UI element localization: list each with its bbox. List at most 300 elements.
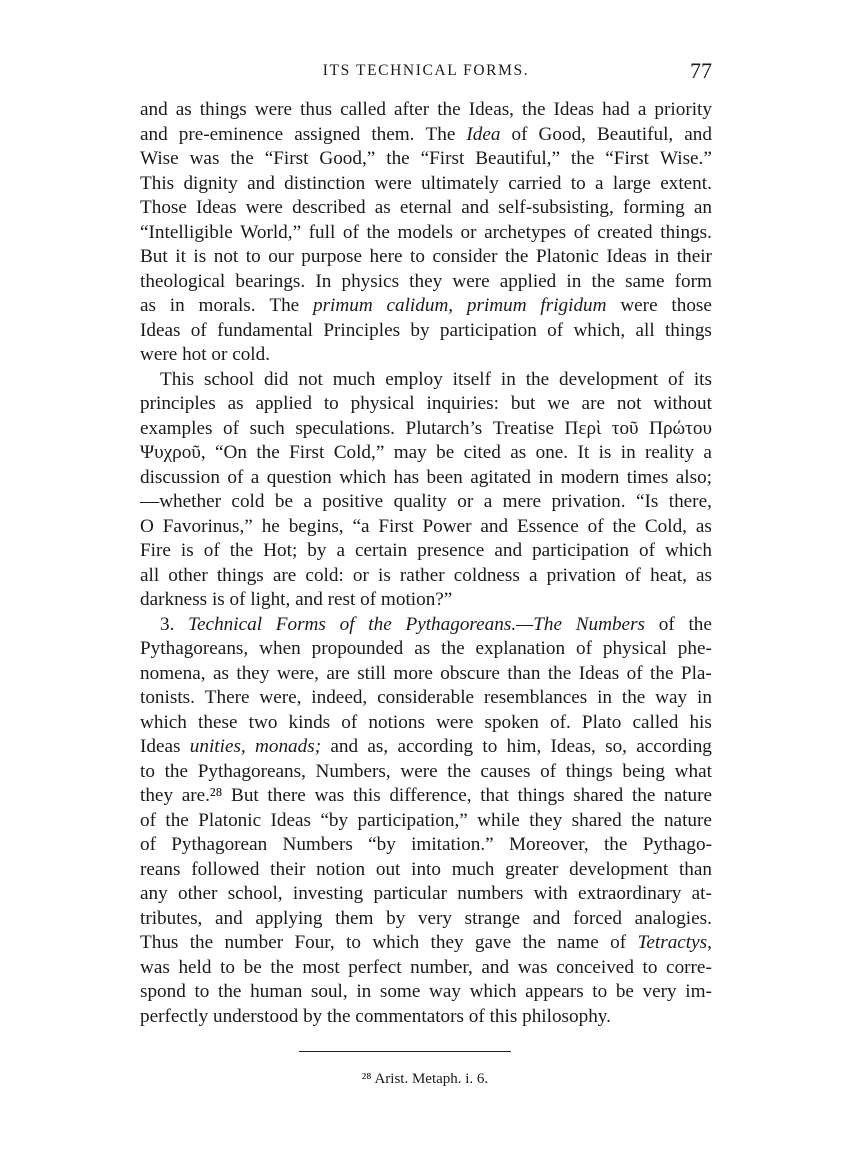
word: has [393, 466, 420, 488]
word: tonists. [140, 687, 195, 708]
word: inquiries: [426, 393, 499, 414]
word: or [211, 344, 228, 365]
word: propounded [311, 638, 404, 659]
text-line [140, 931, 712, 956]
word: called [632, 711, 679, 733]
text-line [140, 343, 712, 368]
text-line [140, 466, 712, 491]
word: things [517, 785, 565, 806]
word: when [259, 638, 301, 659]
word: Ideas [140, 319, 181, 341]
text-line [140, 490, 712, 515]
word: an [693, 197, 712, 218]
word: dignity [183, 172, 238, 194]
word: Power [422, 515, 472, 537]
word: “Intelligible [140, 221, 233, 243]
word: gave [474, 932, 512, 953]
word: were, [276, 662, 319, 684]
word: of [626, 662, 643, 684]
word: theological [140, 270, 226, 292]
text-line [140, 858, 712, 883]
word: cited [463, 442, 501, 463]
word: of [339, 613, 355, 635]
word: and [494, 540, 523, 561]
text-line [140, 441, 712, 466]
word: spoken [484, 711, 539, 733]
word: forming [622, 197, 685, 218]
word: —whether [140, 491, 221, 512]
word: the [447, 760, 471, 782]
word: considerable [377, 687, 475, 708]
word: is [211, 589, 225, 610]
word: the [218, 981, 242, 1002]
word: “On [215, 442, 247, 463]
word: was [140, 956, 170, 978]
word: was [189, 148, 220, 169]
word: frigidum [540, 295, 607, 316]
word: distinction [284, 172, 366, 194]
text-line [140, 368, 712, 393]
word: had [602, 99, 630, 120]
word: much [451, 858, 495, 880]
page-number: 77 [690, 58, 712, 83]
word: obscure [440, 662, 500, 684]
word: as [227, 393, 244, 414]
word: causes [480, 760, 531, 782]
word: Wise [140, 148, 179, 169]
word: the [256, 442, 280, 463]
word: privation [546, 564, 616, 586]
word: Numbers [282, 834, 353, 855]
word: physical [350, 393, 415, 414]
word: positive [322, 491, 384, 512]
word: those [671, 295, 712, 316]
word: Ideas [606, 246, 647, 267]
word: in [566, 270, 582, 292]
word: ultimately [421, 172, 499, 194]
word: form [674, 270, 712, 292]
word: are [272, 564, 297, 586]
word: but [510, 393, 536, 414]
word: consider [432, 246, 498, 267]
word: Plato [581, 711, 622, 733]
text-line [140, 637, 712, 662]
running-title: ITS TECHNICAL FORMS. [322, 62, 530, 79]
word: monads; [255, 736, 322, 757]
word: conceived [556, 956, 634, 978]
word: is [180, 540, 194, 561]
word: things [664, 319, 712, 341]
text-line [140, 588, 712, 613]
word: thus [300, 99, 333, 120]
word: of [547, 319, 564, 341]
word: Wise.” [659, 148, 712, 169]
word: the [189, 932, 214, 953]
word: notion [316, 858, 366, 880]
word: be [436, 442, 455, 463]
word: them. [371, 123, 415, 145]
word: heat, [650, 564, 687, 586]
word: of [229, 589, 246, 610]
word: are [581, 393, 605, 414]
word: we [547, 393, 570, 414]
text-line [140, 245, 712, 270]
word: in [538, 466, 554, 488]
word: the [165, 809, 189, 831]
word: also; [675, 466, 712, 488]
word: fundamental [217, 319, 313, 341]
word: investing [292, 883, 364, 904]
word: primum [466, 295, 527, 316]
word: of [667, 368, 684, 390]
word: did [263, 368, 289, 390]
word: and [481, 956, 510, 978]
word: a [703, 442, 712, 463]
word: were [452, 270, 490, 292]
word: of [625, 564, 641, 586]
word: school, [227, 883, 283, 904]
word: here [369, 246, 403, 267]
word: they [529, 809, 563, 831]
word: in [169, 295, 185, 316]
word: while [477, 809, 520, 831]
word: full [308, 221, 336, 243]
word: Numbers [575, 613, 646, 635]
word: of [140, 809, 156, 831]
word: there [267, 785, 306, 806]
word: 3. [160, 613, 175, 635]
word: to [482, 736, 498, 757]
word: more [393, 662, 433, 684]
word: hot [182, 344, 207, 365]
word: in [654, 246, 670, 267]
word: to [346, 932, 361, 953]
word: be [615, 981, 634, 1002]
word: with [533, 883, 568, 904]
word: light, [250, 589, 291, 610]
word: and [140, 99, 168, 120]
word: the [621, 687, 646, 708]
word: which [665, 540, 712, 561]
word: Πρώτου [649, 417, 712, 439]
word: Hot; [263, 540, 298, 561]
text-line [140, 270, 712, 295]
word: these [198, 711, 238, 733]
word: im- [685, 981, 712, 1002]
word: rather [399, 564, 445, 586]
word: the [505, 246, 529, 267]
word: Ideas [553, 99, 595, 120]
text-line [140, 172, 712, 197]
word: out [375, 858, 401, 880]
word: according [397, 736, 474, 757]
word: In [315, 270, 332, 292]
word: was [314, 785, 345, 806]
word: bearings. [235, 270, 306, 292]
word: begins, [288, 515, 344, 537]
text-line [140, 784, 712, 809]
word: participation,” [357, 809, 468, 831]
word: physics [341, 270, 400, 292]
word: as [414, 638, 431, 659]
word: be [243, 956, 262, 978]
word: to [194, 981, 210, 1002]
text-line [140, 147, 712, 172]
word: held [178, 956, 212, 978]
word: as [212, 662, 229, 684]
word: as, [367, 736, 389, 757]
word: to [140, 760, 155, 782]
word: they [430, 932, 464, 953]
word: a [336, 540, 346, 561]
word: assigned [294, 123, 361, 145]
word: the [164, 760, 189, 782]
word: Thus [140, 932, 179, 953]
word: in [597, 687, 613, 708]
word: of [190, 319, 207, 341]
word: and [247, 172, 275, 194]
word: kinds [288, 711, 331, 733]
word: pre-eminence [178, 123, 284, 145]
word: their [270, 858, 306, 880]
word: very [642, 981, 677, 1002]
word: some [379, 981, 421, 1002]
word: Favorinus,” [162, 515, 253, 537]
word: a [483, 491, 493, 512]
text-line [140, 98, 712, 123]
word: commentators [355, 1005, 464, 1027]
word: which [469, 981, 517, 1002]
word: resemblances [483, 687, 588, 708]
word: Ideas [140, 736, 181, 757]
word: things [199, 99, 247, 120]
word: nature [664, 785, 712, 806]
word: cold: [305, 564, 344, 586]
word: he [261, 515, 280, 537]
word: of [342, 221, 359, 243]
word: It [577, 442, 590, 463]
word: so, [605, 736, 627, 757]
text-line [140, 1005, 712, 1030]
word: calidum, [386, 295, 454, 316]
word: two [248, 711, 278, 733]
word: that [480, 785, 509, 806]
word: the [525, 368, 550, 390]
word: discussion [140, 466, 220, 488]
word: Fire [140, 540, 171, 561]
word: perfect [348, 956, 402, 978]
word: τοῦ [611, 417, 639, 439]
word: modern [560, 466, 620, 488]
word: to [245, 246, 261, 267]
word: in [696, 687, 712, 708]
word: Pythagoreans, [197, 760, 306, 782]
word: the [366, 221, 390, 243]
word: examples [140, 417, 213, 439]
text-line [140, 294, 712, 319]
word: to [323, 393, 339, 414]
word: large [612, 172, 651, 194]
word: rest [327, 589, 356, 610]
word: human [250, 981, 303, 1002]
word: our [268, 246, 294, 267]
word: of [658, 613, 675, 635]
word: same [625, 270, 665, 292]
word: according [636, 736, 712, 757]
word: the [650, 662, 674, 684]
text-line [140, 221, 712, 246]
word: and [461, 197, 489, 218]
word: of [360, 589, 377, 610]
word: in [356, 981, 372, 1002]
word: forced [573, 907, 623, 929]
word: not [213, 246, 239, 267]
word: mere [502, 491, 542, 512]
word: cold [231, 491, 265, 512]
word: in [500, 368, 516, 390]
word: reans [140, 858, 181, 880]
word: World,” [240, 221, 302, 243]
text-line [140, 833, 712, 858]
word: to [570, 172, 586, 194]
word: phe- [677, 638, 712, 659]
word: “by [368, 834, 396, 855]
section-heading-line [140, 613, 712, 638]
word: principles [140, 393, 216, 414]
word: participation [532, 540, 630, 561]
word: by [303, 1005, 323, 1027]
word: presence [417, 540, 485, 561]
word: development [559, 368, 659, 390]
word: corre- [666, 956, 712, 978]
word: most [302, 956, 340, 978]
word: applied [499, 270, 557, 292]
word: Pythagoreans, [140, 638, 249, 659]
word: him, [506, 736, 542, 757]
word: certain [355, 540, 408, 561]
word: the [631, 785, 656, 806]
word: self-subsisting, [498, 197, 614, 218]
word: or [457, 491, 474, 512]
word: This [140, 172, 175, 194]
word: there, [668, 491, 712, 512]
text-line [140, 662, 712, 687]
word: a [528, 564, 538, 586]
word: by [410, 319, 430, 341]
word: as [140, 295, 156, 316]
word: “by [320, 809, 349, 831]
word: reality [645, 442, 695, 463]
word: to [220, 956, 236, 978]
word: all [635, 319, 655, 341]
word: Plutarch’s [405, 417, 483, 439]
word: which [372, 932, 420, 953]
word: by [386, 907, 406, 929]
word: applied [255, 393, 312, 414]
word: not [616, 393, 642, 414]
word: this [489, 1005, 518, 1027]
word: speculations. [295, 417, 395, 439]
word: being [622, 760, 665, 782]
word: numbers [457, 883, 524, 904]
word: and [684, 123, 712, 145]
word: as [510, 442, 527, 463]
word: of. [549, 711, 571, 733]
word: as [695, 564, 712, 586]
word: were [620, 295, 658, 316]
word: were [400, 760, 438, 782]
text-line [140, 319, 712, 344]
word: The [269, 295, 300, 316]
word: was [517, 956, 548, 978]
word: models [397, 221, 453, 243]
word: they [409, 270, 443, 292]
word: into [411, 858, 441, 880]
word: purpose [301, 246, 363, 267]
word: Four, [294, 932, 335, 953]
word: philosophy. [522, 1005, 611, 1027]
word: “First [605, 148, 649, 169]
word: Ψυχροῦ, [140, 442, 206, 463]
word: one. [535, 442, 569, 463]
word: “First [264, 148, 309, 169]
word: created [597, 221, 653, 243]
text-line [140, 515, 712, 540]
word: employ [385, 368, 443, 390]
word: of [511, 123, 528, 145]
word: followed [191, 858, 260, 880]
text-line [140, 809, 712, 834]
word: name [557, 932, 599, 953]
word: the [603, 834, 628, 855]
word: the [230, 148, 254, 169]
word: the [368, 613, 392, 635]
word: Technical [188, 613, 263, 635]
text-line [140, 417, 712, 442]
word: the [612, 515, 636, 537]
text-line [140, 539, 712, 564]
word: strange [464, 907, 521, 929]
word: other [177, 883, 218, 904]
word: are [326, 662, 350, 684]
word: indeed, [311, 687, 368, 708]
word: “First [420, 148, 465, 169]
word: Pythago- [642, 834, 712, 855]
word: Good,” [319, 148, 376, 169]
word: the [591, 270, 615, 292]
word: to [410, 246, 425, 267]
word: the [570, 148, 595, 169]
text-line [140, 882, 712, 907]
word: Pythagoreans.—The [405, 613, 562, 635]
word: which [140, 711, 187, 733]
word: Ideas [578, 662, 620, 684]
word: of [639, 540, 656, 561]
word: of [587, 515, 604, 537]
word: number, [410, 956, 473, 978]
word: explanation [475, 638, 566, 659]
text-line [140, 760, 712, 785]
word: described [292, 197, 366, 218]
word: still [357, 662, 386, 684]
word: coldness [453, 564, 520, 586]
word: Ideas, [468, 99, 514, 120]
word: itself [452, 368, 492, 390]
word: very [417, 907, 453, 929]
word: But [140, 246, 168, 267]
word: of [341, 711, 358, 733]
word: such [249, 417, 285, 439]
